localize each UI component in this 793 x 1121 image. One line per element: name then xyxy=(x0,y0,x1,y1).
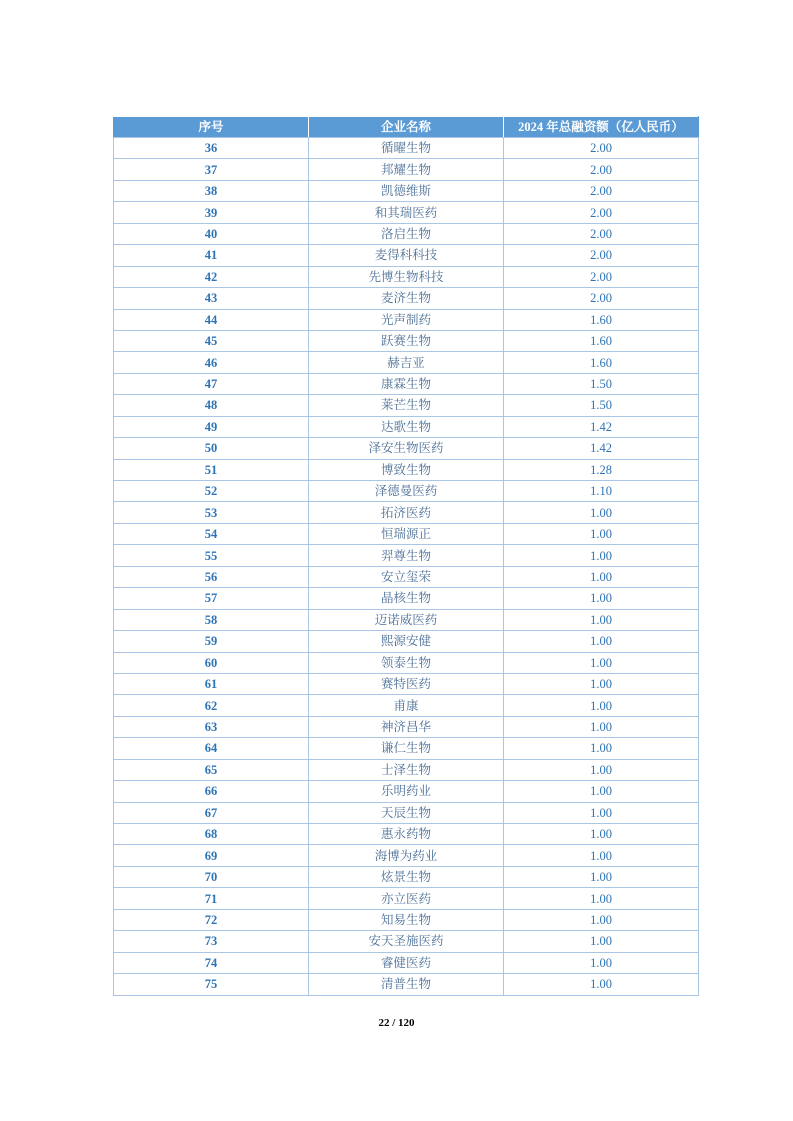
table-row xyxy=(114,138,699,159)
cell-serial-number: 64 xyxy=(114,738,309,759)
cell-company-name: 炫景生物 xyxy=(309,866,504,887)
cell-financing-amount: 1.42 xyxy=(504,416,699,437)
cell-financing-amount: 1.00 xyxy=(504,909,699,930)
cell-company-name: 凯德维斯 xyxy=(309,180,504,201)
cell-financing-amount: 2.00 xyxy=(504,138,699,159)
cell-company-name: 跃赛生物 xyxy=(309,330,504,351)
cell-serial-number: 45 xyxy=(114,330,309,351)
cell-serial-number: 47 xyxy=(114,373,309,394)
cell-company-name: 赫吉亚 xyxy=(309,352,504,373)
cell-financing-amount: 2.00 xyxy=(504,159,699,180)
table-row xyxy=(114,180,699,201)
cell-serial-number: 53 xyxy=(114,502,309,523)
cell-financing-amount: 1.00 xyxy=(504,523,699,544)
table-row xyxy=(114,159,699,180)
cell-company-name: 谦仁生物 xyxy=(309,738,504,759)
cell-company-name: 羿尊生物 xyxy=(309,545,504,566)
cell-company-name: 海博为药业 xyxy=(309,845,504,866)
cell-serial-number: 52 xyxy=(114,481,309,502)
cell-financing-amount: 1.60 xyxy=(504,352,699,373)
table-row xyxy=(114,866,699,887)
cell-company-name: 恒瑞源正 xyxy=(309,523,504,544)
cell-company-name: 莱芒生物 xyxy=(309,395,504,416)
table-row xyxy=(114,545,699,566)
header-serial-number: 序号 xyxy=(114,117,309,138)
cell-serial-number: 49 xyxy=(114,416,309,437)
table-row xyxy=(114,631,699,652)
cell-company-name: 麦济生物 xyxy=(309,288,504,309)
cell-financing-amount: 1.50 xyxy=(504,395,699,416)
cell-company-name: 睿健医药 xyxy=(309,952,504,973)
cell-company-name: 安立玺荣 xyxy=(309,566,504,587)
cell-serial-number: 63 xyxy=(114,716,309,737)
cell-serial-number: 56 xyxy=(114,566,309,587)
cell-financing-amount: 1.60 xyxy=(504,330,699,351)
cell-company-name: 康霖生物 xyxy=(309,373,504,394)
cell-serial-number: 39 xyxy=(114,202,309,223)
table-row xyxy=(114,202,699,223)
cell-company-name: 惠永药物 xyxy=(309,824,504,845)
table-row xyxy=(114,395,699,416)
cell-company-name: 清普生物 xyxy=(309,974,504,995)
table-row xyxy=(114,759,699,780)
table-row xyxy=(114,588,699,609)
cell-company-name: 士泽生物 xyxy=(309,759,504,780)
cell-company-name: 甫康 xyxy=(309,695,504,716)
cell-financing-amount: 1.00 xyxy=(504,845,699,866)
cell-serial-number: 73 xyxy=(114,931,309,952)
table-row xyxy=(114,738,699,759)
cell-company-name: 洛启生物 xyxy=(309,223,504,244)
cell-company-name: 神济昌华 xyxy=(309,716,504,737)
cell-serial-number: 36 xyxy=(114,138,309,159)
cell-financing-amount: 2.00 xyxy=(504,223,699,244)
table-row xyxy=(114,802,699,823)
cell-serial-number: 59 xyxy=(114,631,309,652)
cell-serial-number: 55 xyxy=(114,545,309,566)
cell-serial-number: 68 xyxy=(114,824,309,845)
table-row xyxy=(114,266,699,287)
cell-financing-amount: 1.00 xyxy=(504,673,699,694)
table-row xyxy=(114,781,699,802)
cell-financing-amount: 1.00 xyxy=(504,609,699,630)
cell-financing-amount: 1.00 xyxy=(504,866,699,887)
table-row xyxy=(114,952,699,973)
cell-financing-amount: 1.00 xyxy=(504,545,699,566)
cell-serial-number: 66 xyxy=(114,781,309,802)
table-row xyxy=(114,373,699,394)
cell-serial-number: 71 xyxy=(114,888,309,909)
table-row xyxy=(114,523,699,544)
cell-company-name: 循曜生物 xyxy=(309,138,504,159)
table-row xyxy=(114,931,699,952)
cell-financing-amount: 1.00 xyxy=(504,931,699,952)
header-row xyxy=(114,117,699,138)
cell-financing-amount: 1.00 xyxy=(504,695,699,716)
table-row xyxy=(114,609,699,630)
cell-company-name: 光声制药 xyxy=(309,309,504,330)
cell-financing-amount: 2.00 xyxy=(504,266,699,287)
cell-company-name: 博致生物 xyxy=(309,459,504,480)
cell-company-name: 拓济医药 xyxy=(309,502,504,523)
table-row xyxy=(114,652,699,673)
cell-serial-number: 46 xyxy=(114,352,309,373)
table-body xyxy=(114,138,699,996)
cell-financing-amount: 1.00 xyxy=(504,631,699,652)
cell-company-name: 和其瑞医药 xyxy=(309,202,504,223)
header-company-name: 企业名称 xyxy=(309,117,504,138)
cell-serial-number: 57 xyxy=(114,588,309,609)
table-row xyxy=(114,909,699,930)
cell-company-name: 邦耀生物 xyxy=(309,159,504,180)
cell-financing-amount: 1.00 xyxy=(504,974,699,995)
header-total-financing: 2024 年总融资额（亿人民币） xyxy=(504,117,699,138)
cell-financing-amount: 1.00 xyxy=(504,759,699,780)
cell-serial-number: 41 xyxy=(114,245,309,266)
cell-financing-amount: 1.00 xyxy=(504,952,699,973)
cell-company-name: 先博生物科技 xyxy=(309,266,504,287)
cell-financing-amount: 1.00 xyxy=(504,502,699,523)
cell-serial-number: 61 xyxy=(114,673,309,694)
cell-financing-amount: 1.00 xyxy=(504,588,699,609)
cell-serial-number: 72 xyxy=(114,909,309,930)
table-row xyxy=(114,416,699,437)
cell-serial-number: 67 xyxy=(114,802,309,823)
cell-serial-number: 69 xyxy=(114,845,309,866)
page-indicator: 22 / 120 xyxy=(378,1017,415,1029)
cell-financing-amount: 1.60 xyxy=(504,309,699,330)
table-row xyxy=(114,695,699,716)
cell-financing-amount: 2.00 xyxy=(504,288,699,309)
table-row xyxy=(114,673,699,694)
cell-financing-amount: 1.00 xyxy=(504,652,699,673)
table-row xyxy=(114,888,699,909)
table-row xyxy=(114,845,699,866)
cell-serial-number: 75 xyxy=(114,974,309,995)
cell-financing-amount: 1.00 xyxy=(504,888,699,909)
table-row xyxy=(114,309,699,330)
table-header xyxy=(114,117,699,138)
cell-company-name: 泽德曼医药 xyxy=(309,481,504,502)
cell-company-name: 安天圣施医药 xyxy=(309,931,504,952)
cell-financing-amount: 1.00 xyxy=(504,802,699,823)
cell-company-name: 达歌生物 xyxy=(309,416,504,437)
table-row xyxy=(114,223,699,244)
cell-financing-amount: 2.00 xyxy=(504,202,699,223)
table-row xyxy=(114,974,699,995)
cell-financing-amount: 1.00 xyxy=(504,716,699,737)
cell-financing-amount: 1.00 xyxy=(504,824,699,845)
cell-serial-number: 62 xyxy=(114,695,309,716)
table-row xyxy=(114,438,699,459)
cell-financing-amount: 1.00 xyxy=(504,738,699,759)
cell-company-name: 赛特医药 xyxy=(309,673,504,694)
cell-company-name: 领泰生物 xyxy=(309,652,504,673)
table-row xyxy=(114,481,699,502)
cell-financing-amount: 2.00 xyxy=(504,245,699,266)
cell-company-name: 知易生物 xyxy=(309,909,504,930)
cell-financing-amount: 1.28 xyxy=(504,459,699,480)
cell-serial-number: 42 xyxy=(114,266,309,287)
cell-serial-number: 74 xyxy=(114,952,309,973)
cell-company-name: 天辰生物 xyxy=(309,802,504,823)
cell-serial-number: 38 xyxy=(114,180,309,201)
cell-serial-number: 40 xyxy=(114,223,309,244)
cell-serial-number: 44 xyxy=(114,309,309,330)
table-row xyxy=(114,502,699,523)
cell-company-name: 亦立医药 xyxy=(309,888,504,909)
cell-financing-amount: 1.42 xyxy=(504,438,699,459)
cell-serial-number: 48 xyxy=(114,395,309,416)
cell-company-name: 泽安生物医药 xyxy=(309,438,504,459)
cell-financing-amount: 1.00 xyxy=(504,566,699,587)
table-row xyxy=(114,716,699,737)
table-row xyxy=(114,330,699,351)
cell-financing-amount: 1.10 xyxy=(504,481,699,502)
cell-serial-number: 37 xyxy=(114,159,309,180)
cell-financing-amount: 1.00 xyxy=(504,781,699,802)
cell-company-name: 麦得科科技 xyxy=(309,245,504,266)
cell-financing-amount: 1.50 xyxy=(504,373,699,394)
cell-serial-number: 51 xyxy=(114,459,309,480)
cell-company-name: 熙源安健 xyxy=(309,631,504,652)
cell-serial-number: 70 xyxy=(114,866,309,887)
table-row xyxy=(114,459,699,480)
cell-serial-number: 65 xyxy=(114,759,309,780)
cell-financing-amount: 2.00 xyxy=(504,180,699,201)
cell-serial-number: 50 xyxy=(114,438,309,459)
cell-serial-number: 43 xyxy=(114,288,309,309)
table-row xyxy=(114,245,699,266)
table-row xyxy=(114,352,699,373)
cell-company-name: 乐明药业 xyxy=(309,781,504,802)
financing-table xyxy=(113,116,699,996)
table-row xyxy=(114,824,699,845)
table-row xyxy=(114,288,699,309)
cell-serial-number: 58 xyxy=(114,609,309,630)
cell-company-name: 迈诺威医药 xyxy=(309,609,504,630)
cell-serial-number: 54 xyxy=(114,523,309,544)
cell-company-name: 晶核生物 xyxy=(309,588,504,609)
table-row xyxy=(114,566,699,587)
cell-serial-number: 60 xyxy=(114,652,309,673)
